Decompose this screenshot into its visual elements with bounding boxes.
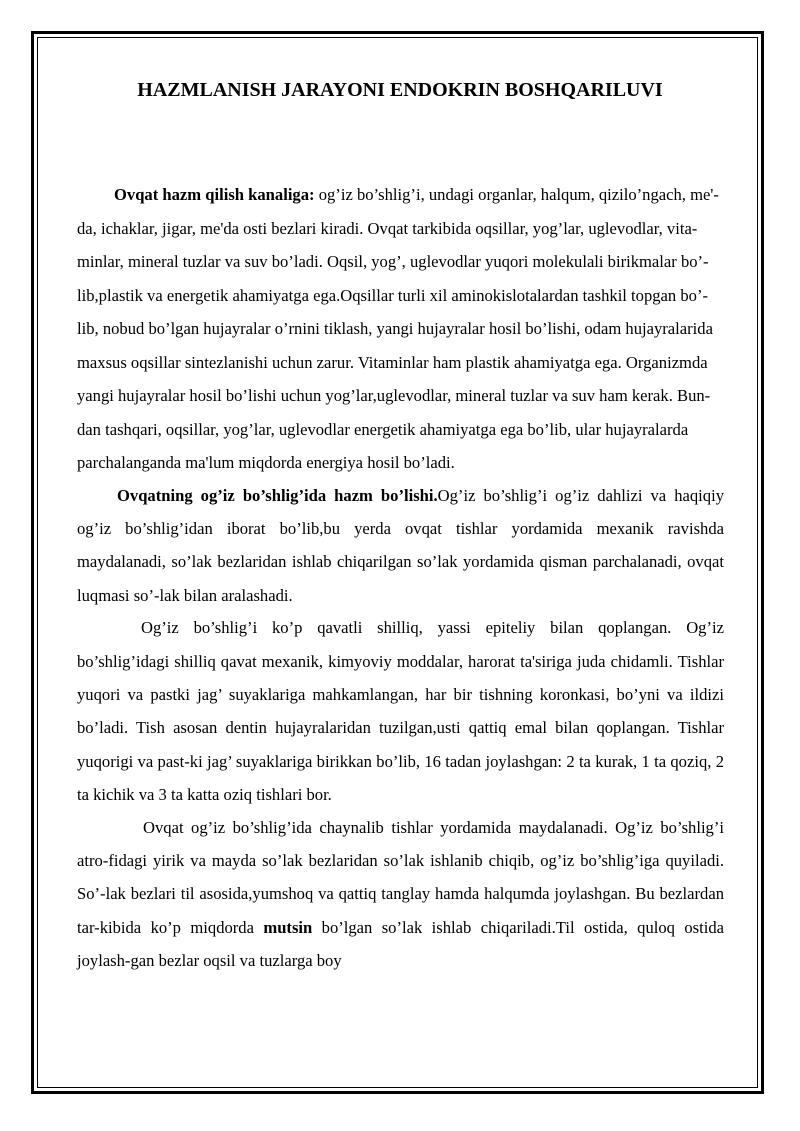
- paragraph-text: Ovqat og’iz bo’shlig’ida chaynalib tishlar yordamida maydalanadi. Og’iz bo’shlig’i atro-fidagi yirik va mayda so’lak bezlaridan so’lak ishlanib chiqib, og’iz bo’shlig’iga quyiladi. So’-lak bezlari til asosida,yumshoq va qattiq tanglay hamda halqumda joylashgan. Bu bezlardan tar-kibida ko’p miqdorda: [77, 817, 724, 937]
- paragraph-lead: Ovqatning og’iz bo’shlig’ida hazm bo’lishi.: [117, 485, 438, 505]
- paragraph-oral-cavity-teeth: [77, 611, 724, 811]
- paragraph-text: Og’iz bo’shlig’i ko’p qavatli shilliq, yassi epiteliy bilan qoplangan. Og’iz bo’shlig’idagi shilliq qavat mexanik, kimyoviy moddalar, harorat ta'siriga juda chidamli. Tishlar yuqori va pastki jag’ suyaklariga mahkamlangan, har bir tishning koronkasi, bo’yni va ildizi bo’ladi. Tish asosan dentin hujayralaridan tuzilgan,usti qattiq emal bilan qoplangan. Tishlar yuqorigi va past-ki jag’ suyaklariga birikkan bo’lib, 16 tadan joylashgan: 2 ta kurak, 1 ta qoziq, 2 ta kichik va 3 ta katta oziq tishlari bor.: [77, 618, 724, 805]
- paragraph-lead: Ovqat hazm qilish kanaliga:: [114, 185, 315, 204]
- paragraph-text: bo’lgan so’lak ishlab chiqariladi.Til ostida, quloq ostida joylash-gan bezlar oqsil va tuzlarga boy: [77, 917, 724, 971]
- paragraph-oral-digestion: [77, 479, 724, 613]
- document-title: HAZMLANISH JARAYONI ENDOKRIN BOSHQARILUVI: [137, 79, 663, 101]
- paragraph-saliva: [77, 811, 724, 978]
- paragraph-text: Og’iz bo’shlig’i og’iz dahlizi va haqiqiy og’iz bo’shlig’idan iborat bo’lib,bu yerda ovqat tishlar yordamida mexanik ravishda maydalanadi, so’lak bezlaridan ishlab chiqarilgan so’lak yordamida qisman parchalanadi, ovqat luqmasi so’-lak bilan aralashadi.: [77, 485, 724, 605]
- term-mutsin: mutsin: [263, 917, 313, 937]
- paragraph-text: og’iz bo’shlig’i, undagi organlar, halqum, qizilo’ngach, me'-da, ichaklar, jigar, me'da osti bezlari kiradi. Ovqat tarkibida oqsillar, yog’lar, uglevodlar, vita-minlar, mineral tuzlar va suv bo’ladi. Oqsil, yog’, uglevodlar yuqori molekulali birikmalar bo’-lib,plastik va energetik ahamiyatga ega.Oqsillar turli xil aminokislotalardan tashkil topgan bo’-lib, nobud bo’lgan hujayralar o’rnini tiklash, yangi hujayralar hosil bo’lishi, odam hujayralarida maxsus oqsillar sintezlanishi uchun zarur. Vitaminlar ham plastik ahamiyatga ega. Organizmda yangi hujayralar hosil bo’lishi uchun yog’lar,uglevodlar, mineral tuzlar va suv ham kerak. Bun-dan tashqari, oqsillar, yog’lar, uglevodlar energetik ahamiyatga ega bo’lib, ular hujayralarda parchalanganda ma'lum miqdorda energiya hosil bo’ladi.: [77, 185, 719, 472]
- document-body: [77, 178, 724, 978]
- paragraph-digestive-canal: [77, 178, 724, 480]
